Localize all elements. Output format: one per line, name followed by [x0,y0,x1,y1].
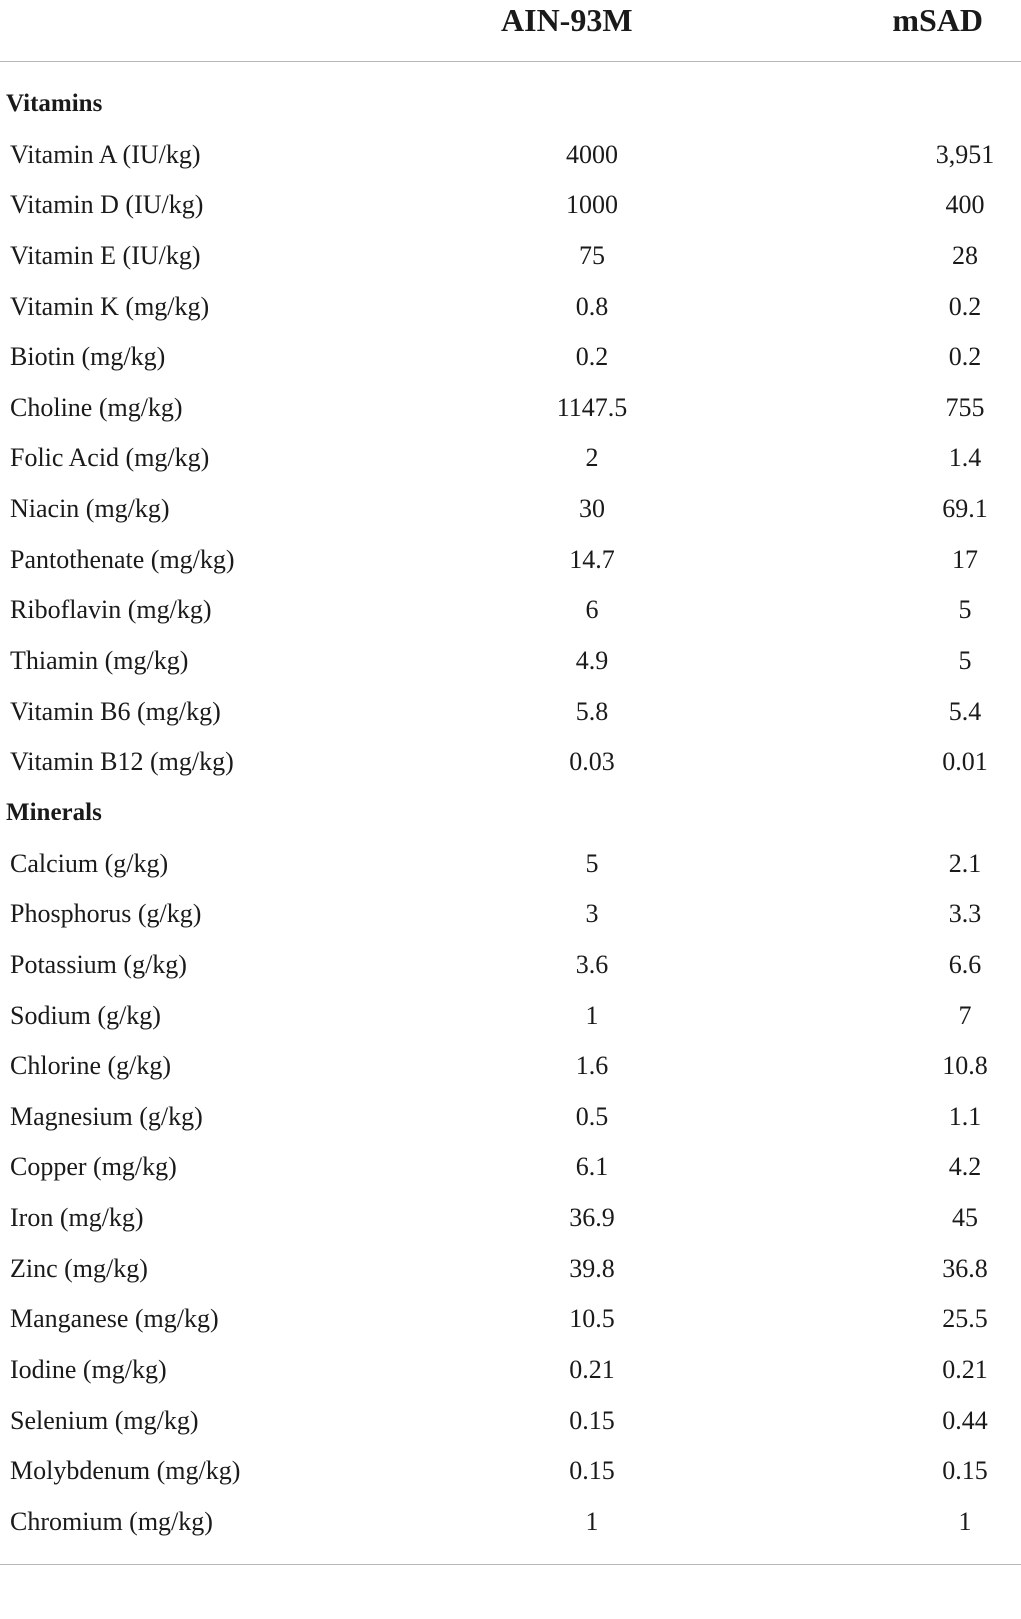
ain-93m-value: 3 [585,899,599,929]
ain-93m-value: 1 [585,1000,599,1030]
ain-93m-value: 0.15 [569,1405,615,1435]
section-title: Minerals [6,798,102,826]
ain-93m-value: 0.8 [575,291,609,321]
ain-93m-value: 5.8 [575,696,609,726]
ain-93m-value: 75 [579,240,605,270]
nutrient-label: Chlorine (g/kg) [10,1051,172,1081]
msad-value: 3,951 [935,139,995,169]
msad-value: 5 [958,646,972,676]
nutrient-label: Sodium (g/kg) [10,1000,161,1030]
table-row [0,1142,1021,1193]
ain-93m-value: 1 [585,1506,599,1536]
table-row [0,1294,1021,1345]
ain-93m-value: 1000 [566,190,618,220]
ain-93m-value: 39.8 [569,1253,615,1283]
ain-93m-value: 6 [585,595,599,625]
ain-93m-value: 2 [585,443,599,473]
msad-value: 5 [958,595,972,625]
table-row [0,991,1021,1042]
table-row [0,1396,1021,1447]
table-row [0,231,1021,282]
nutrient-label: Molybdenum (mg/kg) [10,1456,241,1486]
ain-93m-value: 0.21 [569,1355,615,1385]
msad-value: 2.1 [948,848,982,878]
table-row [0,737,1021,788]
table-body [0,79,1021,1548]
nutrient-label: Magnesium (g/kg) [10,1101,203,1131]
msad-value: 6.6 [948,949,982,979]
column-header-ain-93m: AIN-93M [501,2,633,38]
nutrient-label: Iron (mg/kg) [10,1203,144,1233]
msad-value: 36.8 [942,1253,988,1283]
table-row [0,1193,1021,1244]
msad-value: 3.3 [948,899,982,929]
msad-value: 0.01 [942,747,988,777]
table-row [0,1041,1021,1092]
nutrient-label: Thiamin (mg/kg) [10,646,189,676]
nutrient-label: Iodine (mg/kg) [10,1355,167,1385]
nutrient-label: Vitamin B12 (mg/kg) [10,747,234,777]
msad-value: 4.2 [948,1152,982,1182]
msad-value: 1.4 [948,443,982,473]
nutrient-label: Chromium (mg/kg) [10,1506,213,1536]
table-row [0,687,1021,738]
ain-93m-value: 30 [579,494,605,524]
table-bottom-rule [0,1564,1021,1565]
table-row [0,383,1021,434]
ain-93m-value: 0.5 [575,1101,609,1131]
ain-93m-value: 14.7 [569,544,615,574]
table-row [0,940,1021,991]
column-header-msad: mSAD [892,2,983,38]
ain-93m-value: 10.5 [569,1304,615,1334]
msad-value: 25.5 [942,1304,988,1334]
msad-value: 0.15 [942,1456,988,1486]
ain-93m-value: 4.9 [575,646,609,676]
table-row [0,1446,1021,1497]
nutrient-label: Riboflavin (mg/kg) [10,595,212,625]
table-row [0,1244,1021,1295]
nutrient-label: Copper (mg/kg) [10,1152,177,1182]
ain-93m-value: 0.2 [575,342,609,372]
ain-93m-value: 0.03 [569,747,615,777]
table-row [0,1345,1021,1396]
ain-93m-value: 4000 [566,139,618,169]
msad-value: 0.21 [942,1355,988,1385]
table-row [0,180,1021,231]
nutrient-label: Potassium (g/kg) [10,949,187,979]
ain-93m-value: 1.6 [575,1051,609,1081]
msad-value: 69.1 [942,494,988,524]
section-header-row [0,788,1021,839]
nutrient-label: Vitamin A (IU/kg) [10,139,201,169]
msad-value: 1 [958,1506,972,1536]
msad-value: 755 [945,392,985,422]
table-row [0,839,1021,890]
nutrient-label: Phosphorus (g/kg) [10,899,202,929]
nutrient-label: Vitamin B6 (mg/kg) [10,696,221,726]
nutrient-label: Niacin (mg/kg) [10,494,170,524]
ain-93m-value: 3.6 [575,949,609,979]
nutrient-label: Vitamin K (mg/kg) [10,291,210,321]
nutrient-label: Zinc (mg/kg) [10,1253,148,1283]
table-row [0,1092,1021,1143]
nutrient-label: Calcium (g/kg) [10,848,169,878]
table-row [0,484,1021,535]
msad-value: 5.4 [948,696,982,726]
table-header [0,0,1021,62]
msad-value: 400 [945,190,985,220]
section-header-row [0,79,1021,130]
ain-93m-value: 0.15 [569,1456,615,1486]
section-title: Vitamins [6,90,103,117]
msad-value: 7 [958,1000,972,1030]
msad-value: 0.2 [948,291,982,321]
msad-value: 0.44 [942,1405,988,1435]
msad-value: 28 [952,240,978,270]
table-row [0,1497,1021,1548]
nutrient-label: Folic Acid (mg/kg) [10,443,210,473]
table-row [0,585,1021,636]
nutrient-label: Manganese (mg/kg) [10,1304,219,1334]
table-row [0,636,1021,687]
msad-value: 45 [952,1203,978,1233]
nutrient-label: Choline (mg/kg) [10,392,183,422]
msad-value: 0.2 [948,342,982,372]
table-row [0,433,1021,484]
nutrient-label: Vitamin E (IU/kg) [10,240,201,270]
ain-93m-value: 36.9 [569,1203,615,1233]
nutrient-label: Biotin (mg/kg) [10,342,166,372]
nutrient-label: Vitamin D (IU/kg) [10,190,204,220]
msad-value: 10.8 [942,1051,988,1081]
table-row [0,282,1021,333]
msad-value: 1.1 [948,1101,982,1131]
ain-93m-value: 5 [585,848,599,878]
table-row [0,535,1021,586]
ain-93m-value: 1147.5 [556,392,628,422]
table-row [0,889,1021,940]
nutrient-label: Pantothenate (mg/kg) [10,544,235,574]
msad-value: 17 [952,544,978,574]
table-row [0,130,1021,181]
nutrient-label: Selenium (mg/kg) [10,1405,199,1435]
table-row [0,332,1021,383]
ain-93m-value: 6.1 [575,1152,609,1182]
